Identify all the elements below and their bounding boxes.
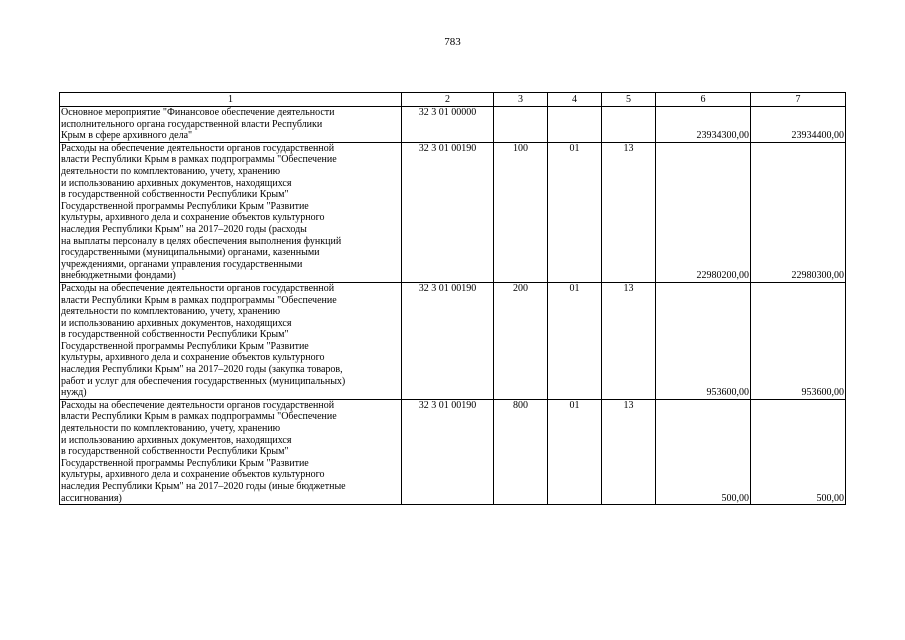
header-cell: 1	[60, 93, 402, 107]
row-expense-type: 100	[494, 142, 548, 282]
description-line: наследия Республики Крым" на 2017–2020 годы (расходы	[61, 223, 307, 235]
description-line: Расходы на обеспечение деятельности органов государственной	[61, 142, 335, 154]
row-expense-type: 200	[494, 282, 548, 399]
row-subsection	[602, 107, 656, 143]
header-cell: 7	[751, 93, 846, 107]
description-line: Расходы на обеспечение деятельности органов государственной	[61, 399, 335, 411]
description-line: наследия Республики Крым" на 2017–2020 годы (закупка товаров,	[61, 364, 343, 376]
row-amount-1: 22980200,00	[656, 142, 751, 282]
row-expense-type: 800	[494, 399, 548, 504]
description-line: Основное мероприятие "Финансовое обеспечение деятельности	[61, 107, 335, 118]
description-line: нужд)	[61, 387, 87, 399]
header-cell: 2	[402, 93, 494, 107]
budget-table	[59, 92, 846, 505]
row-amount-2: 23934400,00	[751, 107, 846, 143]
header-cell: 4	[548, 93, 602, 107]
row-subsection: 13	[602, 282, 656, 399]
description-line: Крым в сфере архивного дела"	[61, 130, 193, 142]
description-line: деятельности по комплектованию, учету, хранению	[61, 165, 281, 177]
header-cell: 6	[656, 93, 751, 107]
description-line: Расходы на обеспечение деятельности органов государственной	[61, 282, 335, 294]
row-target-code: 32 3 01 00190	[402, 399, 494, 504]
row-amount-1: 500,00	[656, 399, 751, 504]
description-line: ассигнования)	[61, 492, 122, 504]
description-line: исполнительного органа государственной власти Республики	[61, 118, 323, 130]
description-line: в государственной собственности Республики Крым"	[61, 446, 289, 458]
row-amount-2: 500,00	[751, 399, 846, 504]
header-cell: 3	[494, 93, 548, 107]
description-line: Государственной программы Республики Крым "Развитие	[61, 340, 309, 352]
row-amount-2: 22980300,00	[751, 142, 846, 282]
row-target-code: 32 3 01 00190	[402, 142, 494, 282]
description-line: в государственной собственности Республики Крым"	[61, 329, 289, 341]
description-line: власти Республики Крым в рамках подпрограммы "Обеспечение	[61, 294, 337, 306]
table-row	[60, 142, 846, 282]
description-line: на выплаты персоналу в целях обеспечения выполнения функций	[61, 235, 342, 247]
description-line: наследия Республики Крым" на 2017–2020 годы (иные бюджетные	[61, 481, 346, 492]
row-expense-type	[494, 107, 548, 143]
description-line: и использованию архивных документов, находящихся	[61, 177, 292, 189]
row-amount-2: 953600,00	[751, 282, 846, 399]
row-subsection: 13	[602, 142, 656, 282]
header-cell: 5	[602, 93, 656, 107]
description-line: Государственной программы Республики Крым "Развитие	[61, 457, 309, 469]
table-row	[60, 399, 846, 504]
row-amount-1: 23934300,00	[656, 107, 751, 143]
description-line: внебюджетными фондами)	[61, 270, 176, 282]
row-target-code: 32 3 01 00190	[402, 282, 494, 399]
description-line: учреждениями, органами управления государственными	[61, 258, 303, 270]
description-line: деятельности по комплектованию, учету, хранению	[61, 423, 281, 435]
row-subsection: 13	[602, 399, 656, 504]
description-line: Государственной программы Республики Крым "Развитие	[61, 200, 309, 212]
description-line: в государственной собственности Республики Крым"	[61, 189, 289, 201]
description-line: государственными (муниципальными) органами, казенными	[61, 247, 320, 259]
description-line: культуры, архивного дела и сохранение объектов культурного	[61, 352, 325, 364]
row-section: 01	[548, 282, 602, 399]
row-section: 01	[548, 399, 602, 504]
table-row	[60, 107, 846, 143]
description-line: деятельности по комплектованию, учету, хранению	[61, 306, 281, 318]
description-line: власти Республики Крым в рамках подпрограммы "Обеспечение	[61, 411, 337, 423]
row-section	[548, 107, 602, 143]
row-target-code: 32 3 01 00000	[402, 107, 494, 143]
description-line: работ и услуг для обеспечения государственных (муниципальных)	[61, 375, 346, 387]
description-line: культуры, архивного дела и сохранение объектов культурного	[61, 212, 325, 224]
table-body	[60, 107, 846, 505]
row-description	[60, 282, 402, 399]
description-line: власти Республики Крым в рамках подпрограммы "Обеспечение	[61, 154, 337, 166]
row-amount-1: 953600,00	[656, 282, 751, 399]
row-description	[60, 107, 402, 143]
row-description	[60, 142, 402, 282]
table-header-row	[60, 93, 846, 107]
row-description	[60, 399, 402, 504]
row-section: 01	[548, 142, 602, 282]
page-number: 783	[444, 36, 461, 48]
description-line: культуры, архивного дела и сохранение объектов культурного	[61, 469, 325, 481]
table-row	[60, 282, 846, 399]
description-line: и использованию архивных документов, находящихся	[61, 434, 292, 446]
description-line: и использованию архивных документов, находящихся	[61, 317, 292, 329]
